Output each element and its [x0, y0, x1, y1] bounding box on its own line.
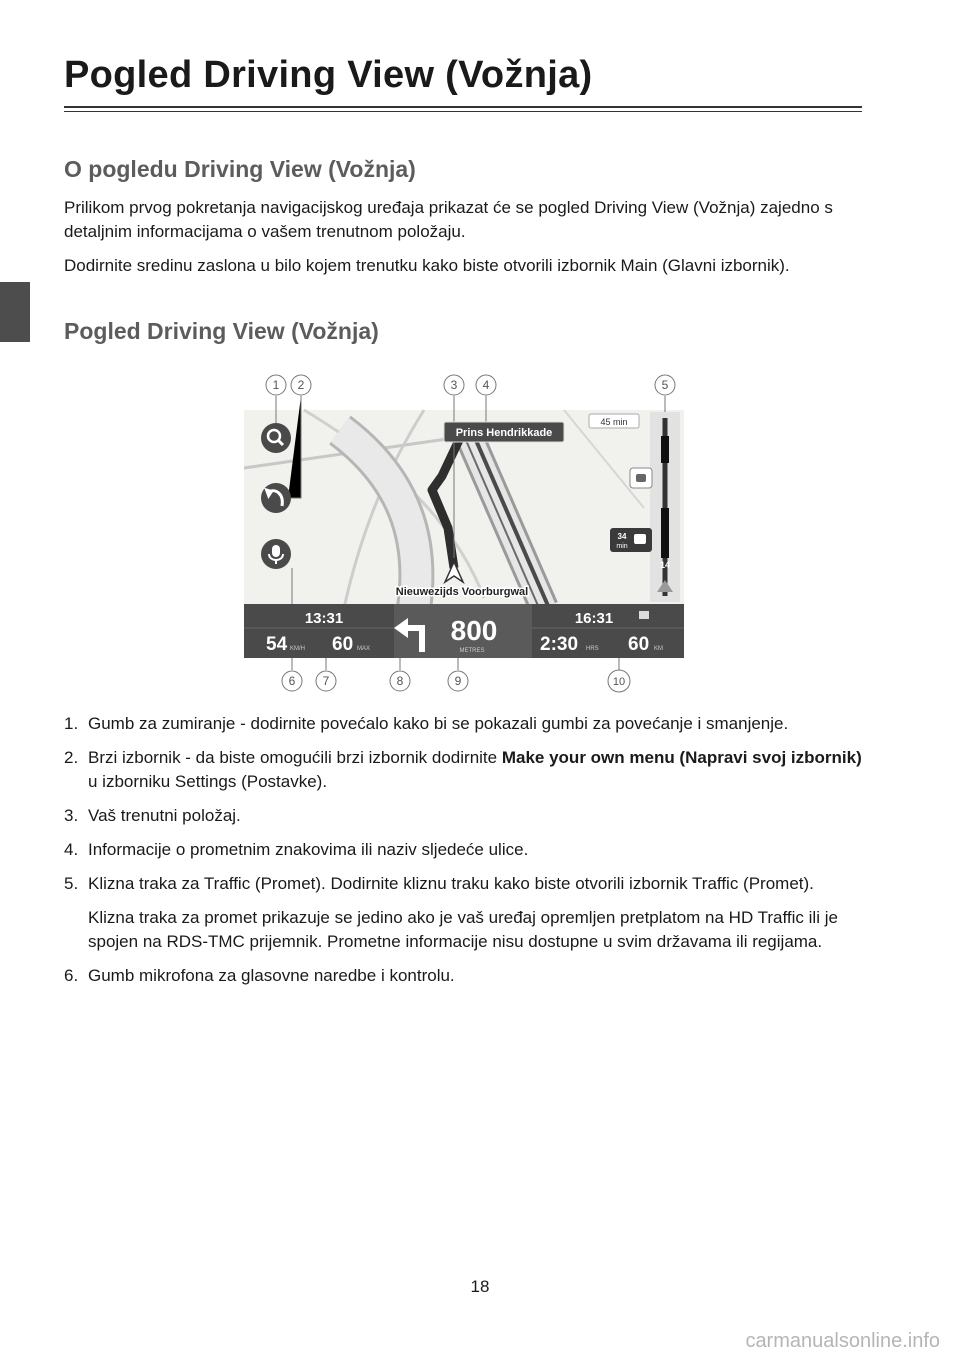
list-item	[64, 964, 864, 988]
callout-1: 1	[272, 378, 280, 392]
callout-2: 2	[297, 378, 305, 392]
speed-limit: 60	[332, 634, 354, 655]
turn-distance-unit: METRES	[459, 648, 485, 654]
driving-view-figure	[244, 368, 684, 698]
list-text: Gumb za zumiranje - dodirnite povećalo kako bi se pokazali gumbi za povećanje i smanjenje.	[88, 714, 789, 733]
quick-menu-button[interactable]	[261, 483, 291, 513]
paragraph: Dodirnite sredinu zaslona u bilo kojem trenutku kako biste otvorili izbornik Main (Glavni izbornik).	[64, 256, 790, 275]
callout-6: 6	[288, 674, 296, 688]
list-text: Klizna traka za Traffic (Promet). Dodirnite kliznu traku kako biste otvorili izbornik Traffic (Promet).	[88, 874, 814, 893]
remaining-time-unit: HRS	[586, 646, 599, 652]
list-text: Vaš trenutni položaj.	[88, 806, 241, 825]
list-number: 3.	[64, 806, 79, 825]
callout-4: 4	[482, 378, 490, 392]
callout-8: 8	[396, 674, 404, 688]
callout-9: 9	[454, 674, 462, 688]
traffic-delay-unit: min	[616, 543, 628, 550]
callout-7: 7	[322, 674, 330, 688]
list-number: 1.	[64, 714, 79, 733]
callout-5: 5	[661, 378, 669, 392]
title-rule	[64, 106, 862, 108]
watermark: carmanualsonline.info	[745, 1330, 940, 1352]
remaining-distance: 60	[628, 634, 650, 655]
speed-limit-unit: MAX	[357, 646, 371, 652]
menu-name-bold: Make your own menu (Napravi svoj izbornik)	[501, 748, 862, 767]
traffic-delay-value: 34	[617, 532, 627, 541]
page-number: 18	[470, 1277, 490, 1296]
street-sign-text: Prins Hendrikkade	[455, 427, 553, 439]
current-speed-unit: KM/H	[290, 646, 305, 652]
list-item	[64, 872, 864, 954]
arrival-time-left: 13:31	[304, 610, 344, 627]
list-text-pre: Brzi izbornik - da biste omogućili brzi izbornik dodirnite	[88, 748, 502, 767]
microphone-icon	[272, 545, 280, 557]
paragraph: Prilikom prvog pokretanja navigacijskog uređaja prikazat će se pogled Driving View (Vožnja) zajedno s detaljnim informacijama o vašem trenutnom položaju.	[64, 198, 833, 241]
callout-3: 3	[450, 378, 458, 392]
list-number: 5.	[64, 874, 79, 893]
section-heading: O pogledu Driving View (Vožnja)	[64, 156, 416, 182]
list-text: Informacije o prometnim znakovima ili naziv sljedeće ulice.	[88, 840, 529, 859]
legend-list	[64, 712, 864, 998]
list-number: 2.	[64, 748, 79, 767]
remaining-time: 2:30	[540, 634, 579, 655]
car-icon	[634, 534, 646, 544]
remaining-distance-unit: KM	[654, 646, 663, 652]
flag-icon	[639, 611, 649, 619]
list-item	[64, 838, 864, 862]
list-item	[64, 712, 864, 736]
list-number: 6.	[64, 966, 79, 985]
microphone-button[interactable]	[261, 539, 291, 569]
traffic-delay-top: 45 min	[600, 417, 628, 427]
title-rule-thin	[64, 111, 862, 112]
list-number: 4.	[64, 840, 79, 859]
zoom-button[interactable]	[261, 423, 291, 453]
current-street-name: Nieuwezijds Voorburgwal	[395, 586, 529, 598]
callout-10: 10	[612, 676, 626, 688]
arrival-time-right: 16:31	[574, 610, 614, 627]
chapter-tab	[0, 282, 30, 342]
list-text: Gumb mikrofona za glasovne naredbe i kontrolu.	[88, 966, 455, 985]
current-speed: 54	[266, 634, 288, 655]
section-heading: Pogled Driving View (Vožnja)	[64, 318, 379, 344]
traffic-bar-value: 14	[659, 560, 671, 570]
list-text-post: u izborniku Settings (Postavke).	[88, 772, 328, 791]
list-extra-paragraph: Klizna traka za promet prikazuje se jedino ako je vaš uređaj opremljen pretplatom na HD Traffic ili je spojen na RDS-TMC prijemnik. Prometne informacije nisu dostupne u svim državama ili regijama.	[88, 908, 838, 951]
list-item	[64, 746, 864, 794]
page-title: Pogled Driving View (Vožnja)	[64, 54, 593, 96]
turn-distance: 800	[450, 615, 498, 646]
list-item	[64, 804, 864, 828]
